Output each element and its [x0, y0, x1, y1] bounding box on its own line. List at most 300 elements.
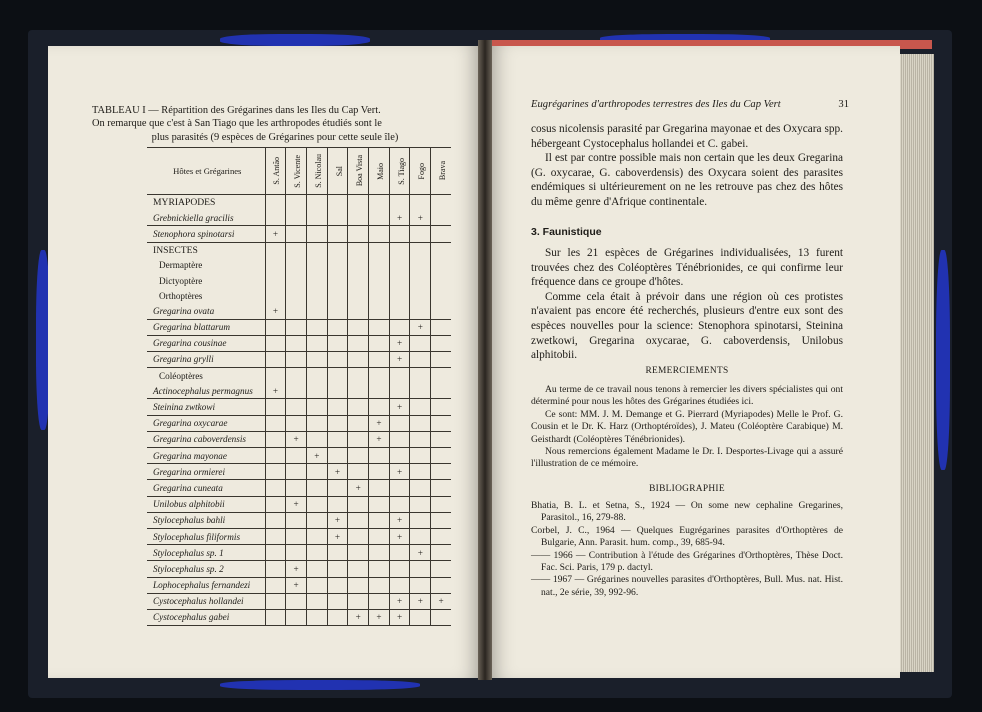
host-name: Cystocephalus gabei — [147, 609, 265, 625]
presence-mark: + — [286, 431, 307, 447]
island-label: S. Nicolau — [313, 154, 323, 188]
presence-mark — [389, 577, 410, 593]
presence-mark — [369, 593, 390, 609]
presence-mark — [348, 335, 369, 351]
island-label: S. Vicente — [293, 154, 303, 188]
table-row — [147, 609, 451, 625]
presence-mark — [286, 464, 307, 480]
presence-mark — [348, 528, 369, 544]
presence-mark: + — [410, 593, 431, 609]
presence-mark — [265, 242, 286, 258]
table-row — [147, 195, 451, 211]
paragraph: cosus nicolensis parasité par Gregarina mayonae et des Oxycara spp. hébergeant Cystocephalus hollandei et C. gabei. — [531, 123, 843, 150]
presence-mark — [389, 195, 410, 211]
presence-mark: + — [389, 609, 410, 625]
header-island — [410, 148, 431, 195]
host-name: Dictyoptère — [159, 275, 203, 286]
table-row — [147, 496, 451, 512]
presence-mark — [431, 415, 451, 431]
presence-mark — [306, 351, 327, 367]
presence-mark — [327, 368, 348, 384]
presence-mark — [410, 561, 431, 577]
presence-mark — [286, 273, 307, 288]
presence-mark — [286, 545, 307, 561]
presence-mark — [327, 561, 348, 577]
presence-mark — [389, 258, 410, 273]
presence-mark — [306, 273, 327, 288]
presence-mark — [348, 431, 369, 447]
presence-mark — [265, 496, 286, 512]
presence-mark — [431, 335, 451, 351]
presence-mark — [389, 480, 410, 496]
presence-mark — [286, 383, 307, 399]
presence-mark — [431, 210, 451, 226]
presence-mark — [431, 496, 451, 512]
presence-mark — [369, 319, 390, 335]
presence-mark — [327, 335, 348, 351]
presence-mark — [306, 335, 327, 351]
presence-mark — [286, 512, 307, 528]
presence-mark — [410, 528, 431, 544]
presence-mark — [389, 561, 410, 577]
presence-mark — [348, 577, 369, 593]
presence-mark — [431, 383, 451, 399]
presence-mark — [286, 368, 307, 384]
presence-mark: + — [286, 496, 307, 512]
presence-mark — [431, 431, 451, 447]
host-name: Stenophora spinotarsi — [147, 226, 265, 242]
presence-mark — [369, 335, 390, 351]
presence-mark — [348, 448, 369, 464]
presence-mark — [348, 258, 369, 273]
host-name: Gregarina blattarum — [147, 319, 265, 335]
presence-mark — [369, 242, 390, 258]
presence-mark — [327, 383, 348, 399]
island-label: S. Antão — [272, 157, 282, 185]
caption-line: TABLEAU I — Répartition des Grégarines dans les Iles du Cap Vert. — [92, 105, 381, 116]
table-row — [147, 335, 451, 351]
bib-entry: Corbel, J. C., 1964 — Quelques Eugrégarines parasites d'Orthoptères de Bulgarie, Ann. Parasit. hum. comp., 39, 685-94. — [531, 524, 843, 549]
presence-mark — [327, 242, 348, 258]
host-name: Lophocephalus fernandezi — [147, 577, 265, 593]
presence-mark — [306, 415, 327, 431]
table-row — [147, 448, 451, 464]
presence-mark: + — [389, 512, 410, 528]
presence-mark — [306, 210, 327, 226]
presence-mark — [431, 545, 451, 561]
presence-mark — [306, 399, 327, 415]
presence-mark — [410, 258, 431, 273]
section-heading: 3. Faunistique — [531, 226, 602, 238]
presence-mark — [306, 303, 327, 319]
thanks-text — [531, 384, 843, 471]
presence-mark: + — [389, 335, 410, 351]
presence-mark — [389, 448, 410, 464]
table-row — [147, 545, 451, 561]
host-name: Orthoptères — [159, 290, 203, 301]
presence-mark — [265, 210, 286, 226]
presence-mark — [327, 448, 348, 464]
body-text-faunistique — [531, 246, 843, 363]
presence-mark — [389, 496, 410, 512]
presence-mark: + — [265, 303, 286, 319]
presence-mark — [348, 303, 369, 319]
presence-mark — [265, 273, 286, 288]
presence-mark — [348, 383, 369, 399]
presence-mark — [327, 226, 348, 242]
presence-mark — [306, 577, 327, 593]
presence-mark — [410, 480, 431, 496]
presence-mark — [389, 431, 410, 447]
table-row — [147, 383, 451, 399]
presence-mark — [410, 577, 431, 593]
host-name: MYRIAPODES — [153, 197, 216, 209]
presence-mark — [431, 303, 451, 319]
presence-mark — [286, 242, 307, 258]
presence-mark — [265, 609, 286, 625]
presence-mark — [306, 496, 327, 512]
presence-mark — [265, 195, 286, 211]
presence-mark — [431, 528, 451, 544]
presence-mark — [306, 512, 327, 528]
presence-mark — [431, 242, 451, 258]
table-row — [147, 464, 451, 480]
presence-mark — [410, 496, 431, 512]
presence-mark — [327, 431, 348, 447]
distribution-table — [147, 147, 451, 626]
presence-mark — [348, 226, 369, 242]
presence-mark — [265, 415, 286, 431]
running-head — [531, 99, 849, 110]
presence-mark — [286, 480, 307, 496]
table-row — [147, 399, 451, 415]
presence-mark — [265, 512, 286, 528]
host-name: Stylocephalus bahli — [147, 512, 265, 528]
host-name: Gregarina ovata — [147, 303, 265, 319]
table-row — [147, 431, 451, 447]
presence-mark — [410, 351, 431, 367]
presence-mark — [369, 464, 390, 480]
header-island — [286, 148, 307, 195]
caption-line: plus parasités (9 espèces de Grégarines pour cette seule île) — [151, 131, 399, 143]
presence-mark — [369, 577, 390, 593]
presence-mark — [389, 303, 410, 319]
presence-mark — [265, 448, 286, 464]
presence-mark — [265, 399, 286, 415]
presence-mark — [410, 335, 431, 351]
page-number: 31 — [838, 99, 849, 110]
presence-mark — [327, 303, 348, 319]
cover-pattern — [936, 250, 950, 470]
presence-mark: + — [389, 210, 410, 226]
presence-mark — [327, 210, 348, 226]
presence-mark — [265, 528, 286, 544]
presence-mark — [286, 258, 307, 273]
presence-mark: + — [348, 480, 369, 496]
header-island — [369, 148, 390, 195]
bib-entry: Bhatia, B. L. et Setna, S., 1924 — On some new cephaline Gregarines, Parasitol., 16, 279-88. — [531, 500, 843, 524]
presence-mark: + — [369, 609, 390, 625]
presence-mark: + — [265, 383, 286, 399]
table-row — [147, 480, 451, 496]
table-row — [147, 528, 451, 544]
presence-mark — [286, 303, 307, 319]
presence-mark — [348, 545, 369, 561]
presence-mark — [389, 383, 410, 399]
presence-mark — [348, 273, 369, 288]
presence-mark — [306, 545, 327, 561]
table-row — [147, 226, 451, 242]
presence-mark — [327, 545, 348, 561]
presence-mark — [327, 273, 348, 288]
presence-mark — [431, 561, 451, 577]
cover-pattern — [220, 34, 370, 46]
header-island — [348, 148, 369, 195]
island-label: Fogo — [417, 162, 427, 180]
presence-mark — [306, 319, 327, 335]
host-name: Dermaptère — [159, 260, 203, 271]
header-island — [327, 148, 348, 195]
presence-mark: + — [389, 528, 410, 544]
presence-mark — [286, 351, 307, 367]
presence-mark — [410, 512, 431, 528]
presence-mark — [348, 512, 369, 528]
presence-mark — [431, 609, 451, 625]
presence-mark — [265, 431, 286, 447]
presence-mark — [389, 319, 410, 335]
table-row — [147, 561, 451, 577]
presence-mark — [410, 399, 431, 415]
header-island — [265, 148, 286, 195]
host-name: INSECTES — [153, 244, 198, 256]
presence-mark — [410, 415, 431, 431]
presence-mark — [265, 480, 286, 496]
paragraph: Ce sont: MM. J. M. Demange et G. Pierrard (Myriapodes) Melle le Prof. G. Cousin et le Dr. K. Harz (Orthoptéroïdes), J. Mateu (Coléoptère Carabique) M. Geisthardt (Coléoptères Ténébrionides). — [531, 408, 843, 445]
presence-mark — [265, 545, 286, 561]
presence-mark — [306, 480, 327, 496]
table-row — [147, 512, 451, 528]
bibliography-list — [531, 500, 843, 599]
presence-mark — [369, 303, 390, 319]
presence-mark — [431, 226, 451, 242]
table-row — [147, 593, 451, 609]
host-name: Gregarina cuneata — [147, 480, 265, 496]
paragraph: Il est par contre possible mais non certain que les deux Gregarina (G. oxycarae, G. caboverdensis) des Oxycara soient des parasites endémiques si ultérieurement on ne les retrouve pas chez des hôtes du même genre d'Afrique continentale. — [531, 152, 843, 208]
presence-mark — [286, 210, 307, 226]
paragraph: Sur les 21 espèces de Grégarines individualisées, 13 furent trouvées chez des Coléoptères Ténébrionides, ce qui confirme leur fréquence dans ce groupe d'hôtes. — [531, 247, 843, 289]
presence-mark — [306, 242, 327, 258]
presence-mark — [286, 226, 307, 242]
presence-mark: + — [410, 210, 431, 226]
host-name: Gregarina grylli — [147, 351, 265, 367]
presence-mark — [327, 577, 348, 593]
paragraph: Nous remercions également Madame le Dr. I. Desportes-Livage qui a assuré l'illustration de ce mémoire. — [531, 446, 843, 470]
host-name: Actinocephalus permagnus — [147, 383, 265, 399]
presence-mark — [410, 288, 431, 303]
presence-mark — [348, 210, 369, 226]
presence-mark — [348, 288, 369, 303]
presence-mark — [410, 609, 431, 625]
presence-mark — [327, 399, 348, 415]
presence-mark — [348, 195, 369, 211]
presence-mark — [265, 561, 286, 577]
presence-mark — [286, 609, 307, 625]
presence-mark: + — [369, 431, 390, 447]
presence-mark — [265, 368, 286, 384]
presence-mark — [327, 593, 348, 609]
presence-mark — [431, 399, 451, 415]
presence-mark — [348, 351, 369, 367]
presence-mark — [265, 464, 286, 480]
presence-mark — [410, 431, 431, 447]
host-name: Gregarina ormierei — [147, 464, 265, 480]
caption-line: On remarque que c'est à San Tiago que les arthropodes étudiés sont le — [92, 118, 382, 130]
presence-mark — [389, 368, 410, 384]
presence-mark: + — [410, 319, 431, 335]
presence-mark — [306, 528, 327, 544]
presence-mark — [348, 319, 369, 335]
presence-mark — [389, 273, 410, 288]
host-name: Stylocephalus sp. 1 — [147, 545, 265, 561]
paragraph: Comme cela était à prévoir dans une région où ces protistes n'avaient pas encore été recherchés, plusieurs d'entre eux sont des espèces nouvelles pour la science: Stenophora spinotarsi, Steinina zwetkowi, Gregarina oxycarae, G. caboverdensis, Unilobus alphitobii. — [531, 290, 843, 362]
host-name: Gregarina caboverdensis — [147, 431, 265, 447]
presence-mark — [369, 288, 390, 303]
presence-mark — [431, 464, 451, 480]
header-hosts: Hôtes et Grégarines — [147, 148, 265, 195]
presence-mark — [431, 512, 451, 528]
table-row — [147, 415, 451, 431]
body-text-top — [531, 122, 843, 210]
presence-mark: + — [389, 464, 410, 480]
presence-mark — [348, 415, 369, 431]
host-name: Gregarina mayonae — [147, 448, 265, 464]
presence-mark — [286, 528, 307, 544]
presence-mark — [410, 242, 431, 258]
presence-mark — [265, 319, 286, 335]
host-name: Gregarina oxycarae — [147, 415, 265, 431]
presence-mark — [369, 448, 390, 464]
presence-mark — [348, 593, 369, 609]
running-head-title: Eugrégarines d'arthropodes terrestres des Iles du Cap Vert — [531, 99, 781, 110]
presence-mark: + — [369, 415, 390, 431]
presence-mark: + — [431, 593, 451, 609]
bib-entry: —— 1967 — Grégarines nouvelles parasites d'Orthoptères, Bull. Mus. nat. Hist. nat., 2e série, 39, 992-96. — [531, 574, 843, 598]
presence-mark — [306, 609, 327, 625]
host-name: Coléoptères — [159, 370, 203, 381]
presence-mark — [369, 512, 390, 528]
presence-mark: + — [389, 351, 410, 367]
presence-mark — [431, 319, 451, 335]
presence-mark — [369, 496, 390, 512]
presence-mark — [369, 226, 390, 242]
table-row — [147, 273, 451, 288]
presence-mark — [410, 226, 431, 242]
presence-mark — [431, 273, 451, 288]
host-name: Grebnickiella gracilis — [147, 210, 265, 226]
bib-entry: —— 1966 — Contribution à l'étude des Grégarines d'Orthoptères, Thèse Doct. Fac. Sci. Paris, 179 p. dactyl. — [531, 549, 843, 574]
island-label: Maio — [375, 162, 385, 180]
presence-mark — [286, 195, 307, 211]
presence-mark — [265, 577, 286, 593]
presence-mark — [348, 242, 369, 258]
presence-mark — [389, 415, 410, 431]
presence-mark — [306, 431, 327, 447]
presence-mark — [431, 480, 451, 496]
presence-mark — [431, 448, 451, 464]
table-row — [147, 242, 451, 258]
presence-mark — [327, 480, 348, 496]
presence-mark — [327, 496, 348, 512]
presence-mark — [369, 528, 390, 544]
presence-mark — [431, 258, 451, 273]
presence-mark — [286, 593, 307, 609]
island-label: Sal — [334, 165, 344, 177]
presence-mark — [327, 609, 348, 625]
presence-mark — [431, 368, 451, 384]
presence-mark: + — [389, 593, 410, 609]
table-row — [147, 258, 451, 273]
presence-mark — [327, 415, 348, 431]
presence-mark — [389, 288, 410, 303]
thanks-heading: REMERCIEMENTS — [645, 366, 729, 376]
presence-mark — [348, 561, 369, 577]
host-name: Steinina zwtkowi — [147, 399, 265, 415]
presence-mark — [265, 288, 286, 303]
presence-mark — [431, 351, 451, 367]
header-island — [431, 148, 451, 195]
presence-mark: + — [286, 561, 307, 577]
presence-mark — [389, 242, 410, 258]
presence-mark — [306, 226, 327, 242]
presence-mark — [369, 195, 390, 211]
presence-mark: + — [410, 545, 431, 561]
island-label: Boa Vista — [355, 155, 365, 187]
book-gutter — [478, 40, 492, 680]
presence-mark — [369, 480, 390, 496]
presence-mark — [306, 464, 327, 480]
presence-mark — [410, 448, 431, 464]
header-island — [389, 148, 410, 195]
table-row — [147, 303, 451, 319]
cover-pattern — [220, 680, 420, 690]
presence-mark — [306, 383, 327, 399]
presence-mark — [389, 226, 410, 242]
presence-mark — [327, 319, 348, 335]
presence-mark: + — [265, 226, 286, 242]
presence-mark — [265, 335, 286, 351]
presence-mark — [286, 319, 307, 335]
presence-mark — [348, 464, 369, 480]
presence-mark — [369, 368, 390, 384]
presence-mark — [306, 368, 327, 384]
presence-mark — [265, 258, 286, 273]
presence-mark — [327, 195, 348, 211]
presence-mark — [265, 351, 286, 367]
presence-mark — [306, 258, 327, 273]
presence-mark — [327, 351, 348, 367]
presence-mark — [286, 335, 307, 351]
presence-mark — [431, 577, 451, 593]
presence-mark — [389, 545, 410, 561]
host-name: Stylocephalus filiformis — [147, 528, 265, 544]
table-row — [147, 577, 451, 593]
presence-mark: + — [286, 577, 307, 593]
presence-mark: + — [327, 528, 348, 544]
table-row — [147, 319, 451, 335]
presence-mark — [286, 415, 307, 431]
host-name: Gregarina cousinae — [147, 335, 265, 351]
presence-mark — [327, 288, 348, 303]
